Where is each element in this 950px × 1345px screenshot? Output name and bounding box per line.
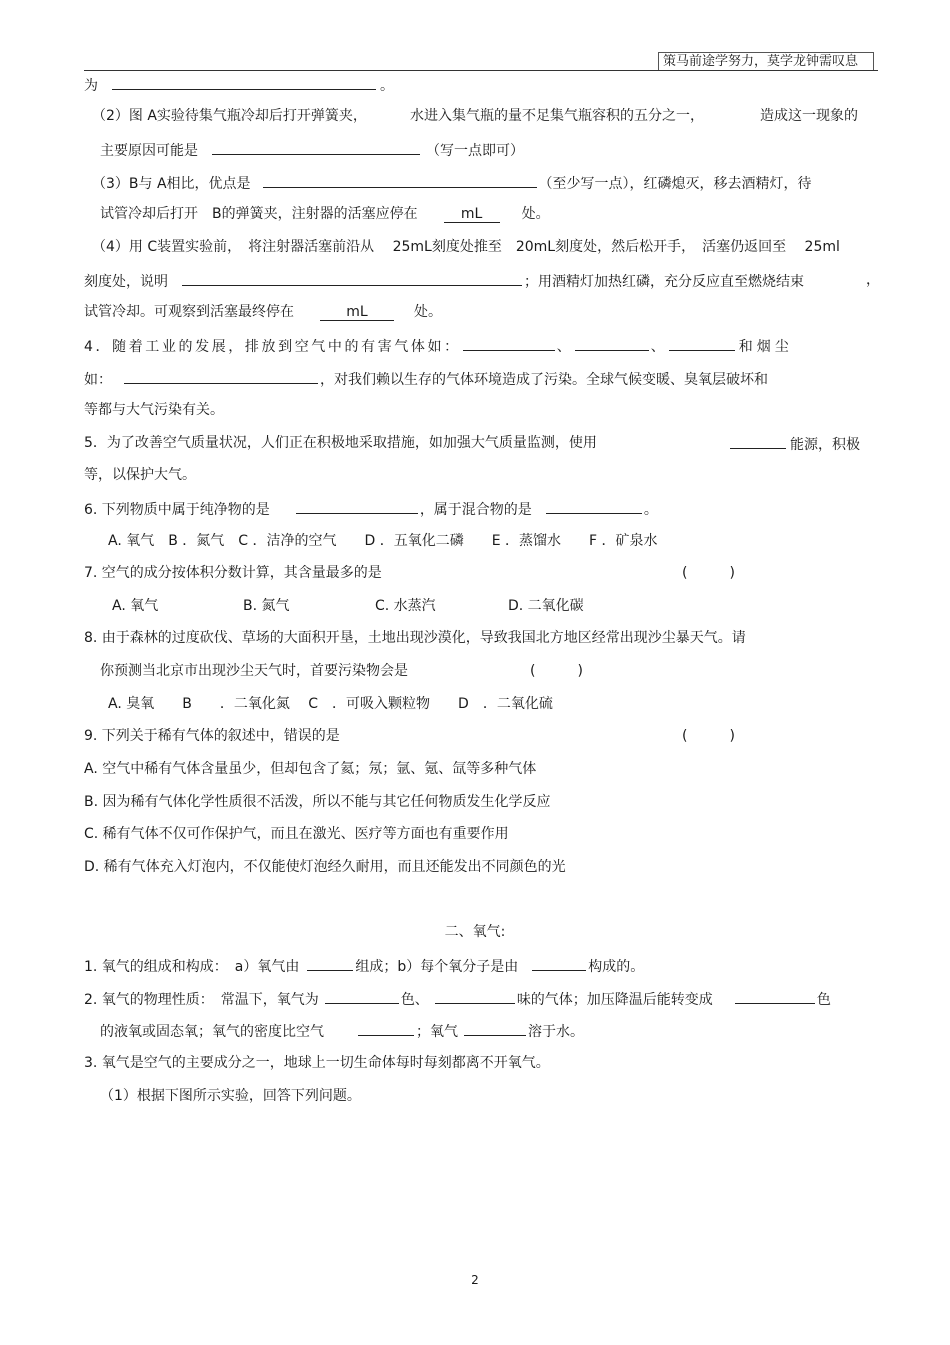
- q7-option-b[interactable]: B. 氮气: [243, 598, 290, 614]
- q7-answer-paren[interactable]: ( ): [682, 565, 735, 581]
- answer-blank[interactable]: [464, 1020, 526, 1036]
- q7-stem: 7. 空气的成分按体积分数计算，其含量最多的是: [84, 565, 382, 581]
- q5-line1: 5．为了改善空气质量状况，人们正在积极地采取措施，如加强大气质量监测，使用: [84, 435, 597, 451]
- q3-part4-comma: ，: [866, 272, 880, 288]
- q7-option-c[interactable]: C. 水蒸汽: [375, 598, 436, 614]
- q4-line1: 4．随着工业的发展，排放到空气中的有害气体如： 、 、 和烟尘: [84, 335, 793, 357]
- s2-q2-line2: 的液氧或固态氧；氧气的密度比空气 ；氧气 溶于水。: [100, 1020, 584, 1042]
- answer-blank[interactable]: [735, 988, 815, 1004]
- q3-part4-line1: （4）用 C装置实验前， 将注射器活塞前沿从 25mL刻度处推至 20mL刻度处，然后松开手， 活塞仍返回至 25ml: [92, 239, 840, 255]
- q3-part2-line1c: 造成这一现象的: [760, 108, 858, 124]
- header-rule: [84, 70, 878, 71]
- q3-part3-line1: （3）B与 A相比，优点是 （至少写一点），红磷熄灭，移去酒精灯，待: [92, 172, 812, 194]
- q8-stem-line2: 你预测当北京市出现沙尘天气时，首要污染物会是: [100, 663, 408, 679]
- answer-blank[interactable]: [358, 1020, 414, 1036]
- answer-blank-ml[interactable]: mL: [320, 305, 394, 321]
- q4-line3: 等都与大气污染有关。: [84, 402, 224, 418]
- q5-line2: 等，以保护大气。: [84, 467, 196, 483]
- answer-blank[interactable]: [307, 955, 353, 971]
- s2-q2-line1: 2. 氧气的物理性质： 常温下，氧气为 色、 味的气体；加压降温后能转变成 色: [84, 988, 831, 1010]
- answer-blank[interactable]: [669, 335, 735, 351]
- q5-line1b: 能源，积极: [730, 433, 860, 455]
- header-motto: 策马前途学努力，莫学龙钟需叹息: [658, 52, 874, 70]
- q3-part2-line1b: 水进入集气瓶的量不足集气瓶容积的五分之一，: [410, 108, 704, 124]
- q8-stem-line1: 8. 由于森林的过度砍伐、草场的大面积开垦，土地出现沙漠化，导致我国北方地区经常出现沙尘暴天气。请: [84, 630, 746, 646]
- answer-blank[interactable]: [546, 498, 642, 514]
- answer-blank[interactable]: [435, 988, 515, 1004]
- answer-blank[interactable]: [532, 955, 586, 971]
- answer-blank[interactable]: [463, 335, 555, 351]
- s2-q1: 1. 氧气的组成和构成： a）氧气由 组成；b）每个氧分子是由 构成的。: [84, 955, 644, 977]
- q9-answer-paren[interactable]: ( ): [682, 728, 735, 744]
- q9-option-b[interactable]: B. 因为稀有气体化学性质很不活泼，所以不能与其它任何物质发生化学反应: [84, 794, 551, 810]
- q7-option-d[interactable]: D. 二氧化碳: [508, 598, 584, 614]
- q8-answer-paren[interactable]: ( ): [530, 663, 583, 679]
- answer-blank[interactable]: [730, 433, 786, 449]
- answer-blank[interactable]: [325, 988, 399, 1004]
- answer-blank[interactable]: [182, 270, 522, 286]
- answer-blank[interactable]: [212, 139, 420, 155]
- q8-options: A. 臭氧 B ．二氧化氮 C ．可吸入颗粒物 D ．二氧化硫: [108, 696, 553, 712]
- answer-blank-ml[interactable]: mL: [444, 207, 500, 223]
- q3-line1: 为 。: [84, 74, 394, 96]
- answer-blank[interactable]: [112, 74, 376, 90]
- q9-stem: 9. 下列关于稀有气体的叙述中，错误的是: [84, 728, 340, 744]
- q9-option-a[interactable]: A. 空气中稀有气体含量虽少，但却包含了氦；氖；氩、氪、氙等多种气体: [84, 761, 537, 777]
- s2-q3: 3. 氧气是空气的主要成分之一，地球上一切生命体每时每刻都离不开氧气。: [84, 1055, 550, 1071]
- q3-part4-line2: 刻度处，说明 ；用酒精灯加热红磷，充分反应直至燃烧结束: [84, 270, 804, 292]
- answer-blank[interactable]: [124, 368, 318, 384]
- section-title: 二、氧气:: [444, 924, 506, 940]
- q3-part2-line2: 主要原因可能是 （写一点即可）: [100, 139, 524, 161]
- q3-part3-line2: 试管冷却后打开 B的弹簧夹，注射器的活塞应停在 mL 处。: [100, 206, 550, 222]
- q9-option-d[interactable]: D. 稀有气体充入灯泡内，不仅能使灯泡经久耐用，而且还能发出不同颜色的光: [84, 859, 566, 875]
- q3-part2-line1: （2）图 A实验待集气瓶冷却后打开弹簧夹，: [92, 108, 367, 124]
- q3-part4-line3: 试管冷却。可观察到活塞最终停在 mL 处。: [84, 304, 442, 320]
- answer-blank[interactable]: [263, 172, 537, 188]
- answer-blank[interactable]: [575, 335, 649, 351]
- page-number: 2: [471, 1273, 479, 1287]
- s2-q3-sub: （1）根据下图所示实验，回答下列问题。: [100, 1088, 361, 1104]
- q6-stem: 6. 下列物质中属于纯净物的是 ，属于混合物的是 。: [84, 498, 658, 520]
- q6-options: A. 氧气 B ．氮气 C ．洁净的空气 D ．五氧化二磷 E ．蒸馏水 F ．矿泉水: [108, 533, 658, 549]
- answer-blank[interactable]: [296, 498, 418, 514]
- q4-line2: 如： ，对我们赖以生存的气体环境造成了污染。全球气候变暖、臭氧层破坏和: [84, 368, 768, 390]
- q7-option-a[interactable]: A. 氧气: [112, 598, 159, 614]
- q9-option-c[interactable]: C. 稀有气体不仅可作保护气，而且在激光、医疗等方面也有重要作用: [84, 826, 509, 842]
